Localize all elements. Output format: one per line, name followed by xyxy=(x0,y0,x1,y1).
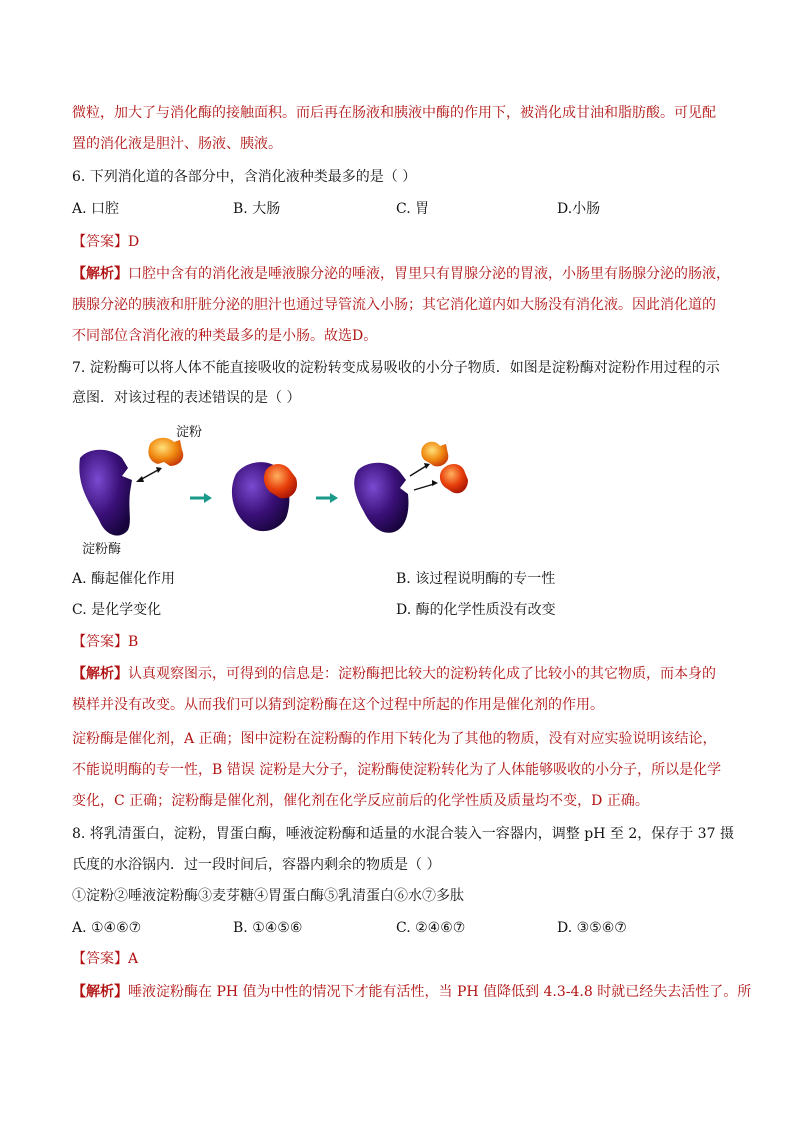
transition-arrowhead-1 xyxy=(204,493,212,503)
q7-analysis-line-4: 不能说明酶的专一性，B 错误 淀粉是大分子，淀粉酶使淀粉转化为了人体能够吸收的小分子，所以是化学 xyxy=(72,762,722,778)
amylase-starch-diagram xyxy=(70,418,480,558)
transition-arrowhead-2 xyxy=(330,493,338,503)
starch-molecule-1 xyxy=(148,438,183,466)
product-fragment-1 xyxy=(421,442,448,467)
q6-option-c: C. 胃 xyxy=(396,201,430,217)
release-arrowhead-2 xyxy=(432,480,438,486)
q8-option-c: C. ②④⑥⑦ xyxy=(396,920,466,936)
product-fragment-2 xyxy=(440,464,468,493)
intro-line-2: 置的消化液是胆汁、肠液、胰液。 xyxy=(72,136,282,152)
q6-stem: 6. 下列消化道的各部分中，含消化液种类最多的是（ ） xyxy=(72,169,417,185)
arrowhead-1a xyxy=(136,476,144,482)
release-arrow-1 xyxy=(410,466,426,476)
q7-option-a: A. 酶起催化作用 xyxy=(72,571,176,587)
q7-analysis-line-2: 模样并没有改变。从而我们可以猜到淀粉酶在这个过程中所起的作用是催化剂的作用。 xyxy=(72,697,604,713)
q6-analysis-label: 【解析】 xyxy=(72,266,128,282)
q7-stem-line-2: 意图．对该过程的表述错误的是（ ） xyxy=(72,390,301,406)
q6-option-b: B. 大肠 xyxy=(233,201,281,217)
q6-analysis-line-1 xyxy=(72,265,730,283)
q7-analysis-text-1: 认真观察图示，可得到的信息是：淀粉酶把比较大的淀粉转化成了比较小的其它物质，而本身的 xyxy=(128,666,716,682)
q6-analysis-text-1: 口腔中含有的消化液是唾液腺分泌的唾液，胃里只有胃腺分泌的胃液，小肠里有肠腺分泌的肠液， xyxy=(128,266,730,282)
q7-analysis-line-5: 变化，C 正确；淀粉酶是催化剂，催化剂在化学反应前后的化学性质及质量均不变，D 正确。 xyxy=(72,793,649,809)
q6-answer: 【答案】D xyxy=(72,234,140,250)
q7-analysis-label: 【解析】 xyxy=(72,666,128,682)
q8-option-b: B. ①④⑤⑥ xyxy=(233,920,303,936)
q6-option-d: D.小肠 xyxy=(557,201,601,217)
enzyme-shape-3 xyxy=(354,463,408,533)
enzyme-label: 淀粉酶 xyxy=(82,542,122,557)
q8-stem-line-2: 氏度的水浴锅内．过一段时间后，容器内剩余的物质是（ ） xyxy=(72,857,441,873)
q7-option-b: B. 该过程说明酶的专一性 xyxy=(396,571,556,587)
q8-option-d: D. ③⑤⑥⑦ xyxy=(557,920,627,936)
q8-analysis-label: 【解析】 xyxy=(72,984,128,1000)
intro-line-1: 微粒，加大了与消化酶的接触面积。而后再在肠液和胰液中酶的作用下，被消化成甘油和脂肪酸。可见配 xyxy=(72,105,716,121)
q7-option-d: D. 酶的化学性质没有改变 xyxy=(396,602,556,618)
q8-items: ①淀粉②唾液淀粉酶③麦芽糖④胃蛋白酶⑤乳清蛋白⑥水⑦多肽 xyxy=(72,888,464,904)
q8-analysis-line-1 xyxy=(72,983,751,1001)
release-arrow-2 xyxy=(414,484,434,490)
q7-analysis-line-3: 淀粉酶是催化剂，A 正确；图中淀粉在淀粉酶的作用下转化为了其他的物质，没有对应实验说明该结论， xyxy=(72,731,717,747)
q6-analysis-line-3: 不同部位含消化液的种类最多的是小肠。故选D。 xyxy=(72,328,378,344)
enzyme-shape-1 xyxy=(79,450,132,536)
starch-label: 淀粉 xyxy=(176,425,203,440)
q7-option-c: C. 是化学变化 xyxy=(72,602,162,618)
q7-analysis-line-1 xyxy=(72,665,716,683)
q7-stem-line-1: 7. 淀粉酶可以将人体不能直接吸收的淀粉转变成易吸收的小分子物质．如图是淀粉酶对淀粉作用过程的示 xyxy=(72,360,720,376)
q7-answer: 【答案】B xyxy=(72,634,139,650)
q8-analysis-text-1: 唾液淀粉酶在 PH 值为中性的情况下才能有活性，当 PH 值降低到 4.3-4.8 时就已经失去活性了。所 xyxy=(128,984,752,1000)
q8-option-a: A. ①④⑥⑦ xyxy=(72,920,142,936)
q6-analysis-line-2: 胰腺分泌的胰液和肝脏分泌的胆汁也通过导管流入小肠；其它消化道内如大肠没有消化液。因此消化道的 xyxy=(72,297,716,313)
q6-option-a: A. 口腔 xyxy=(72,201,120,217)
q8-answer: 【答案】A xyxy=(72,951,139,967)
q8-stem-line-1: 8. 将乳清蛋白，淀粉，胃蛋白酶，唾液淀粉酶和适量的水混合装入一容器内，调整 pH 至 2，保存于 37 摄 xyxy=(72,826,734,842)
